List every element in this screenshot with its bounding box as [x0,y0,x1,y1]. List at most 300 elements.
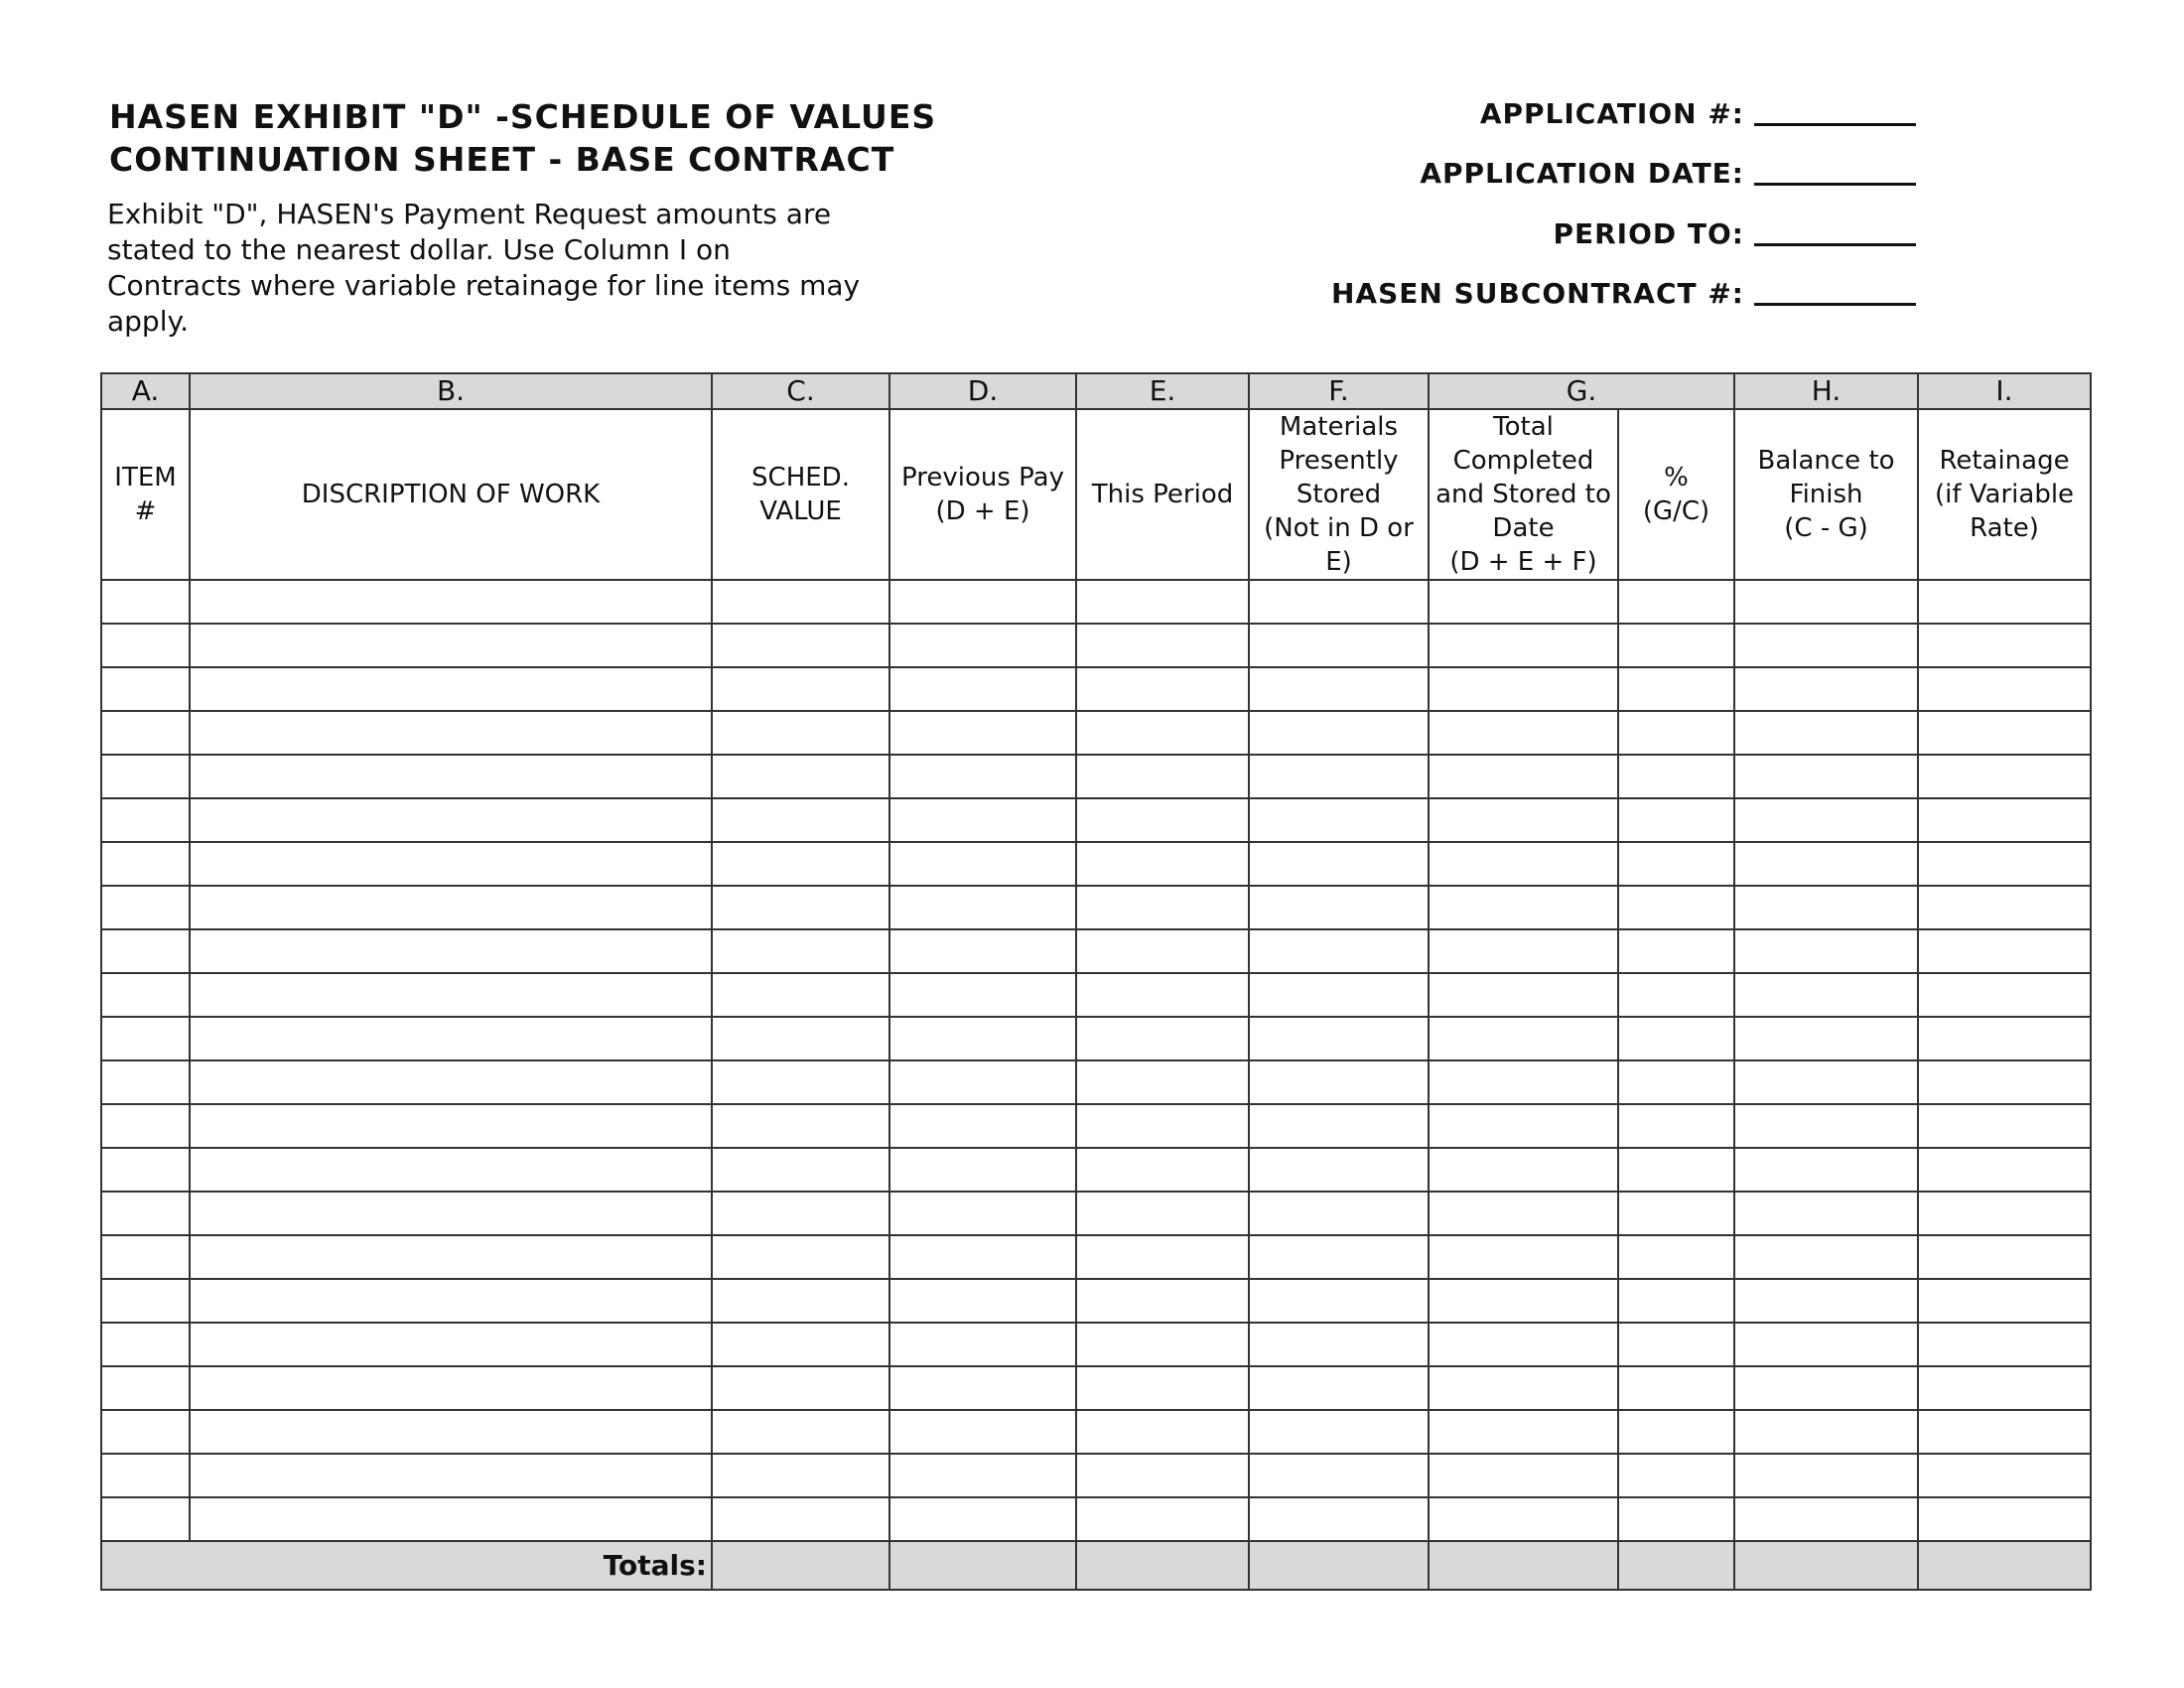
table-cell-description-of-work[interactable] [190,624,712,667]
table-cell-scheduled-value[interactable] [712,755,889,798]
table-cell-scheduled-value[interactable] [712,1323,889,1366]
table-row [101,1148,2091,1192]
table-row [101,1323,2091,1366]
table-cell-total-completed[interactable] [1429,1235,1618,1279]
table-cell-materials-stored[interactable] [1249,1148,1429,1192]
table-cell-this-period[interactable] [1076,798,1249,842]
table-row [101,929,2091,973]
header-line: Presently [1279,446,1399,476]
table-cell-scheduled-value[interactable] [712,973,889,1017]
table-cell-item-number[interactable] [101,886,190,929]
table-cell-materials-stored[interactable] [1249,1279,1429,1323]
table-cell-this-period[interactable] [1076,842,1249,886]
table-cell-description-of-work[interactable] [190,667,712,711]
header-line: Date [1492,513,1555,543]
period-to-field[interactable] [1754,243,1916,246]
table-cell-percent-complete[interactable] [1618,1148,1734,1192]
table-cell-this-period[interactable] [1076,1366,1249,1410]
table-row [101,624,2091,667]
title-line-2: CONTINUATION SHEET - BASE CONTRACT [109,140,895,179]
table-row [101,1497,2091,1541]
column-letter: D. [889,373,1076,409]
table-cell-scheduled-value[interactable] [712,580,889,624]
table-cell-retainage[interactable] [1918,667,2091,711]
table-cell-description-of-work[interactable] [190,929,712,973]
table-row [101,1454,2091,1497]
header-line: # [134,496,157,526]
table-cell-this-period[interactable] [1076,1060,1249,1104]
total-cell-total-completed[interactable] [1429,1541,1618,1590]
table-cell-item-number[interactable] [101,624,190,667]
header-line: (if Variable [1934,480,2075,509]
table-cell-previous-pay[interactable] [889,580,1076,624]
table-cell-retainage[interactable] [1918,1454,2091,1497]
table-cell-percent-complete[interactable] [1618,1060,1734,1104]
table-cell-balance-to-finish[interactable] [1734,1366,1918,1410]
header-retainage [1918,409,2091,580]
header-line: Balance to [1757,446,1895,476]
table-cell-item-number[interactable] [101,798,190,842]
table-cell-total-completed[interactable] [1429,1497,1618,1541]
table-cell-description-of-work[interactable] [190,1192,712,1235]
column-letter: I. [1918,373,2091,409]
column-letter: A. [101,373,190,409]
header-line: % [1664,463,1689,492]
schedule-of-values-table [100,372,2092,1591]
table-cell-materials-stored[interactable] [1249,755,1429,798]
table-row [101,1410,2091,1454]
table-cell-balance-to-finish[interactable] [1734,1497,1918,1541]
total-cell-materials-stored[interactable] [1249,1541,1429,1590]
application-date-label: APPLICATION DATE: [1420,157,1744,190]
header-line: VALUE [759,496,842,526]
table-cell-this-period[interactable] [1076,1454,1249,1497]
table-cell-previous-pay[interactable] [889,842,1076,886]
table-cell-retainage[interactable] [1918,842,2091,886]
header-line: Previous Pay [901,463,1064,492]
table-cell-total-completed[interactable] [1429,755,1618,798]
table-cell-this-period[interactable] [1076,667,1249,711]
table-row [101,886,2091,929]
table-cell-item-number[interactable] [101,842,190,886]
table-cell-previous-pay[interactable] [889,1104,1076,1148]
table-cell-description-of-work[interactable] [190,886,712,929]
table-cell-materials-stored[interactable] [1249,886,1429,929]
table-cell-materials-stored[interactable] [1249,842,1429,886]
table-cell-previous-pay[interactable] [889,1060,1076,1104]
table-cell-balance-to-finish[interactable] [1734,798,1918,842]
header-line: (C - G) [1784,513,1868,543]
table-cell-percent-complete[interactable] [1618,842,1734,886]
table-cell-previous-pay[interactable] [889,886,1076,929]
application-number-label: APPLICATION #: [1479,97,1744,130]
table-cell-previous-pay[interactable] [889,973,1076,1017]
table-cell-previous-pay[interactable] [889,1235,1076,1279]
table-cell-previous-pay[interactable] [889,1017,1076,1060]
header-line: (G/C) [1642,496,1710,526]
table-cell-scheduled-value[interactable] [712,886,889,929]
table-cell-percent-complete[interactable] [1618,1410,1734,1454]
table-cell-previous-pay[interactable] [889,755,1076,798]
table-cell-this-period[interactable] [1076,1192,1249,1235]
table-cell-scheduled-value[interactable] [712,624,889,667]
table-cell-item-number[interactable] [101,1454,190,1497]
table-cell-materials-stored[interactable] [1249,1192,1429,1235]
total-cell-retainage[interactable] [1918,1541,2091,1590]
table-cell-description-of-work[interactable] [190,1279,712,1323]
header-line: Materials [1279,412,1399,442]
application-number-field[interactable] [1754,123,1916,126]
table-cell-total-completed[interactable] [1429,711,1618,755]
table-cell-percent-complete[interactable] [1618,1192,1734,1235]
table-cell-balance-to-finish[interactable] [1734,1104,1918,1148]
table-cell-percent-complete[interactable] [1618,624,1734,667]
table-cell-this-period[interactable] [1076,973,1249,1017]
subcontract-number-label: HASEN SUBCONTRACT #: [1331,277,1744,310]
table-cell-item-number[interactable] [101,711,190,755]
table-cell-item-number[interactable] [101,1366,190,1410]
table-cell-materials-stored[interactable] [1249,929,1429,973]
column-letter-row [101,373,2091,409]
table-cell-percent-complete[interactable] [1618,711,1734,755]
table-cell-this-period[interactable] [1076,1235,1249,1279]
table-row [101,798,2091,842]
total-cell-scheduled-value[interactable] [712,1541,889,1590]
table-cell-total-completed[interactable] [1429,1060,1618,1104]
table-cell-item-number[interactable] [101,1323,190,1366]
table-cell-previous-pay[interactable] [889,624,1076,667]
application-date-row [1420,157,1916,190]
header-line: ITEM [114,463,177,492]
table-cell-item-number[interactable] [101,1192,190,1235]
table-cell-scheduled-value[interactable] [712,1410,889,1454]
table-cell-percent-complete[interactable] [1618,1279,1734,1323]
table-cell-percent-complete[interactable] [1618,1017,1734,1060]
table-cell-percent-complete[interactable] [1618,1454,1734,1497]
table-cell-percent-complete[interactable] [1618,886,1734,929]
table-cell-description-of-work[interactable] [190,1235,712,1279]
table-cell-balance-to-finish[interactable] [1734,1017,1918,1060]
table-cell-scheduled-value[interactable] [712,1279,889,1323]
table-cell-previous-pay[interactable] [889,1323,1076,1366]
table-cell-previous-pay[interactable] [889,1366,1076,1410]
table-cell-description-of-work[interactable] [190,1148,712,1192]
table-cell-retainage[interactable] [1918,1323,2091,1366]
table-cell-retainage[interactable] [1918,1017,2091,1060]
table-row [101,1279,2091,1323]
table-cell-total-completed[interactable] [1429,973,1618,1017]
table-cell-description-of-work[interactable] [190,1017,712,1060]
table-cell-this-period[interactable] [1076,580,1249,624]
table-row [101,973,2091,1017]
table-cell-this-period[interactable] [1076,886,1249,929]
table-cell-description-of-work[interactable] [190,1366,712,1410]
table-cell-previous-pay[interactable] [889,1192,1076,1235]
table-row [101,1017,2091,1060]
table-cell-total-completed[interactable] [1429,1323,1618,1366]
description-line: Contracts where variable retainage for line items may [107,269,861,302]
header-line: Total [1493,412,1554,442]
column-letter: B. [190,373,712,409]
table-cell-materials-stored[interactable] [1249,667,1429,711]
table-cell-materials-stored[interactable] [1249,1017,1429,1060]
table-cell-balance-to-finish[interactable] [1734,1323,1918,1366]
table-cell-retainage[interactable] [1918,973,2091,1017]
table-cell-balance-to-finish[interactable] [1734,1410,1918,1454]
table-cell-this-period[interactable] [1076,1148,1249,1192]
table-row [101,1060,2091,1104]
table-cell-retainage[interactable] [1918,929,2091,973]
table-cell-item-number[interactable] [101,1279,190,1323]
table-cell-balance-to-finish[interactable] [1734,1279,1918,1323]
table-cell-balance-to-finish[interactable] [1734,1454,1918,1497]
table-cell-scheduled-value[interactable] [712,842,889,886]
table-cell-total-completed[interactable] [1429,667,1618,711]
table-cell-scheduled-value[interactable] [712,929,889,973]
header-total-completed [1429,409,1618,580]
table-cell-balance-to-finish[interactable] [1734,1060,1918,1104]
table-row [101,842,2091,886]
table-cell-total-completed[interactable] [1429,1454,1618,1497]
table-cell-total-completed[interactable] [1429,842,1618,886]
table-row [101,1104,2091,1148]
table-cell-balance-to-finish[interactable] [1734,711,1918,755]
table-cell-this-period[interactable] [1076,1497,1249,1541]
table-cell-materials-stored[interactable] [1249,1060,1429,1104]
table-cell-description-of-work[interactable] [190,1104,712,1148]
table-cell-materials-stored[interactable] [1249,1104,1429,1148]
table-cell-description-of-work[interactable] [190,1497,712,1541]
table-cell-balance-to-finish[interactable] [1734,842,1918,886]
table-cell-materials-stored[interactable] [1249,1235,1429,1279]
table-cell-description-of-work[interactable] [190,1323,712,1366]
table-cell-total-completed[interactable] [1429,624,1618,667]
table-cell-materials-stored[interactable] [1249,798,1429,842]
table-cell-item-number[interactable] [101,973,190,1017]
table-cell-this-period[interactable] [1076,1323,1249,1366]
table-cell-materials-stored[interactable] [1249,1366,1429,1410]
totals-row [101,1541,2091,1590]
column-letter: G. [1429,373,1734,409]
table-cell-retainage[interactable] [1918,580,2091,624]
table-cell-item-number[interactable] [101,1410,190,1454]
table-cell-previous-pay[interactable] [889,929,1076,973]
table-cell-previous-pay[interactable] [889,1148,1076,1192]
table-cell-scheduled-value[interactable] [712,1192,889,1235]
description-line: apply. [107,305,189,338]
table-cell-total-completed[interactable] [1429,1366,1618,1410]
table-cell-scheduled-value[interactable] [712,1454,889,1497]
column-letter: H. [1734,373,1918,409]
table-cell-scheduled-value[interactable] [712,798,889,842]
table-cell-retainage[interactable] [1918,1410,2091,1454]
table-cell-total-completed[interactable] [1429,580,1618,624]
table-cell-scheduled-value[interactable] [712,1017,889,1060]
table-cell-this-period[interactable] [1076,1017,1249,1060]
table-cell-description-of-work[interactable] [190,1060,712,1104]
header-this-period [1076,409,1249,580]
total-cell-this-period[interactable] [1076,1541,1249,1590]
table-cell-retainage[interactable] [1918,1497,2091,1541]
table-cell-item-number[interactable] [101,1104,190,1148]
table-cell-description-of-work[interactable] [190,798,712,842]
description-line: stated to the nearest dollar. Use Column I on [107,233,731,266]
table-cell-balance-to-finish[interactable] [1734,886,1918,929]
table-cell-description-of-work[interactable] [190,580,712,624]
table-cell-this-period[interactable] [1076,1104,1249,1148]
column-letter: F. [1249,373,1429,409]
table-cell-balance-to-finish[interactable] [1734,755,1918,798]
table-cell-balance-to-finish[interactable] [1734,973,1918,1017]
form-title [109,95,1003,181]
header-description-of-work [190,409,712,580]
table-cell-this-period[interactable] [1076,929,1249,973]
table-cell-balance-to-finish[interactable] [1734,580,1918,624]
table-cell-description-of-work[interactable] [190,1410,712,1454]
table-cell-materials-stored[interactable] [1249,711,1429,755]
totals-label: Totals: [101,1541,712,1590]
total-cell-balance-to-finish[interactable] [1734,1541,1918,1590]
table-cell-balance-to-finish[interactable] [1734,1148,1918,1192]
table-cell-previous-pay[interactable] [889,1497,1076,1541]
table-cell-this-period[interactable] [1076,711,1249,755]
table-cell-materials-stored[interactable] [1249,1454,1429,1497]
table-cell-scheduled-value[interactable] [712,1104,889,1148]
table-cell-item-number[interactable] [101,1060,190,1104]
table-cell-previous-pay[interactable] [889,1454,1076,1497]
header-item-number [101,409,190,580]
header-line: Retainage [1939,446,2070,476]
table-cell-retainage[interactable] [1918,1366,2091,1410]
table-cell-percent-complete[interactable] [1618,798,1734,842]
table-row [101,755,2091,798]
table-row [101,711,2091,755]
header-line: This Period [1091,480,1234,509]
table-cell-scheduled-value[interactable] [712,1235,889,1279]
table-cell-total-completed[interactable] [1429,929,1618,973]
table-cell-retainage[interactable] [1918,711,2091,755]
table-cell-materials-stored[interactable] [1249,1410,1429,1454]
table-cell-balance-to-finish[interactable] [1734,667,1918,711]
table-cell-percent-complete[interactable] [1618,580,1734,624]
description-line: Exhibit "D", HASEN's Payment Request amounts are [107,198,832,230]
table-cell-balance-to-finish[interactable] [1734,929,1918,973]
table-cell-this-period[interactable] [1076,1279,1249,1323]
table-cell-percent-complete[interactable] [1618,929,1734,973]
table-cell-this-period[interactable] [1076,1410,1249,1454]
table-cell-total-completed[interactable] [1429,1279,1618,1323]
table-cell-this-period[interactable] [1076,755,1249,798]
table-row [101,1192,2091,1235]
table-cell-materials-stored[interactable] [1249,1323,1429,1366]
table-cell-percent-complete[interactable] [1618,755,1734,798]
table-cell-scheduled-value[interactable] [712,1366,889,1410]
table-cell-item-number[interactable] [101,1148,190,1192]
table-cell-previous-pay[interactable] [889,711,1076,755]
header-line: (Not in D or [1264,513,1414,543]
table-cell-total-completed[interactable] [1429,886,1618,929]
period-to-label: PERIOD TO: [1553,217,1744,250]
table-cell-total-completed[interactable] [1429,1017,1618,1060]
table-cell-scheduled-value[interactable] [712,1497,889,1541]
table-cell-total-completed[interactable] [1429,1148,1618,1192]
table-cell-item-number[interactable] [101,1017,190,1060]
application-date-field[interactable] [1754,183,1916,186]
table-cell-item-number[interactable] [101,929,190,973]
table-cell-materials-stored[interactable] [1249,624,1429,667]
table-cell-retainage[interactable] [1918,1060,2091,1104]
table-cell-previous-pay[interactable] [889,1279,1076,1323]
table-cell-description-of-work[interactable] [190,842,712,886]
table-cell-total-completed[interactable] [1429,1104,1618,1148]
table-cell-materials-stored[interactable] [1249,1497,1429,1541]
table-cell-retainage[interactable] [1918,886,2091,929]
table-cell-description-of-work[interactable] [190,755,712,798]
table-cell-percent-complete[interactable] [1618,1366,1734,1410]
table-cell-retainage[interactable] [1918,1148,2091,1192]
table-cell-percent-complete[interactable] [1618,1497,1734,1541]
table-cell-balance-to-finish[interactable] [1734,1192,1918,1235]
table-cell-percent-complete[interactable] [1618,1235,1734,1279]
table-cell-item-number[interactable] [101,580,190,624]
table-cell-percent-complete[interactable] [1618,1104,1734,1148]
table-cell-retainage[interactable] [1918,1104,2091,1148]
subcontract-number-field[interactable] [1754,303,1916,306]
table-cell-scheduled-value[interactable] [712,1148,889,1192]
table-cell-previous-pay[interactable] [889,1410,1076,1454]
table-cell-scheduled-value[interactable] [712,1060,889,1104]
table-cell-retainage[interactable] [1918,624,2091,667]
table-cell-item-number[interactable] [101,667,190,711]
table-cell-item-number[interactable] [101,1235,190,1279]
table-cell-description-of-work[interactable] [190,1454,712,1497]
table-cell-description-of-work[interactable] [190,973,712,1017]
table-cell-retainage[interactable] [1918,1192,2091,1235]
header-line: Stored [1296,480,1382,509]
table-cell-balance-to-finish[interactable] [1734,624,1918,667]
table-cell-percent-complete[interactable] [1618,1323,1734,1366]
table-cell-this-period[interactable] [1076,624,1249,667]
table-cell-total-completed[interactable] [1429,798,1618,842]
table-cell-description-of-work[interactable] [190,711,712,755]
table-cell-item-number[interactable] [101,1497,190,1541]
header-line: and Stored to [1435,480,1611,509]
table-cell-retainage[interactable] [1918,755,2091,798]
table-cell-total-completed[interactable] [1429,1192,1618,1235]
header-line: Completed [1452,446,1594,476]
header-line: Rate) [1970,513,2039,543]
table-cell-retainage[interactable] [1918,798,2091,842]
table-cell-scheduled-value[interactable] [712,667,889,711]
table-cell-materials-stored[interactable] [1249,973,1429,1017]
table-cell-balance-to-finish[interactable] [1734,1235,1918,1279]
table-cell-previous-pay[interactable] [889,798,1076,842]
total-cell-previous-pay[interactable] [889,1541,1076,1590]
table-cell-materials-stored[interactable] [1249,580,1429,624]
header-line: E) [1325,547,1352,577]
table-cell-retainage[interactable] [1918,1279,2091,1323]
table-cell-percent-complete[interactable] [1618,667,1734,711]
table-cell-previous-pay[interactable] [889,667,1076,711]
table-cell-scheduled-value[interactable] [712,711,889,755]
table-cell-item-number[interactable] [101,755,190,798]
title-line-1: HASEN EXHIBIT "D" -SCHEDULE OF VALUES [109,97,937,136]
header-line: Finish [1789,480,1863,509]
table-cell-retainage[interactable] [1918,1235,2091,1279]
table-cell-percent-complete[interactable] [1618,973,1734,1017]
total-cell-percent-complete[interactable] [1618,1541,1734,1590]
table-cell-total-completed[interactable] [1429,1410,1618,1454]
